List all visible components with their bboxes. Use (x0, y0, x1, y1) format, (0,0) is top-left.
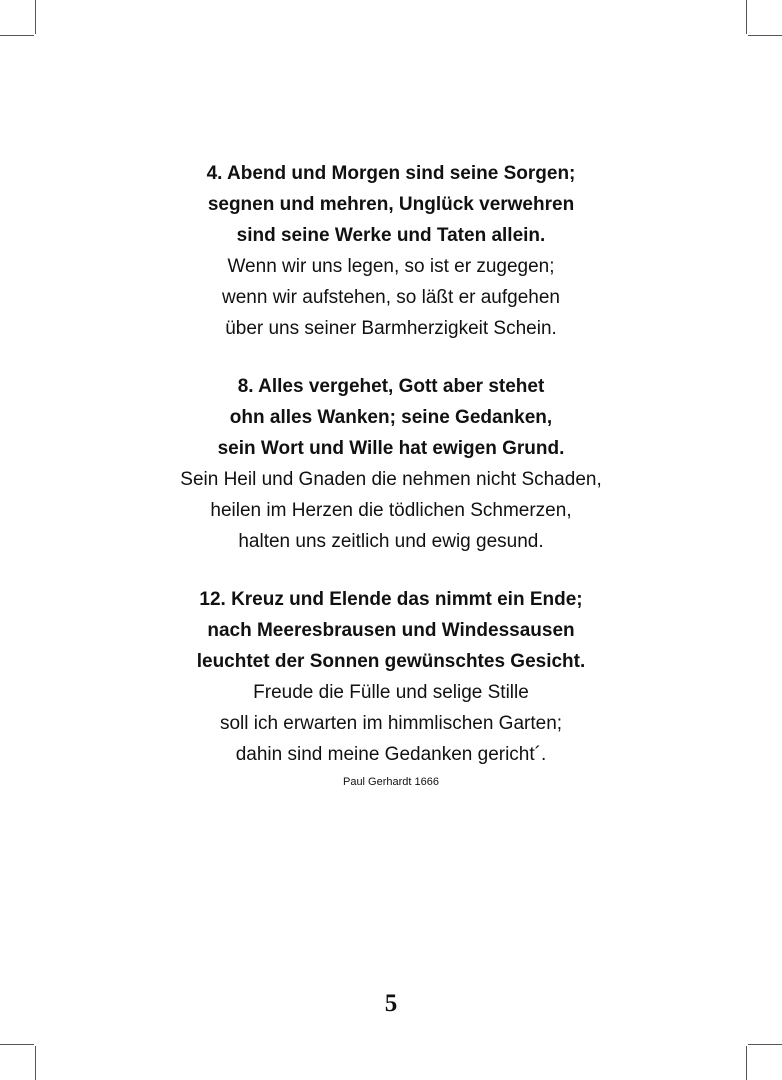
stanza-12 (0, 584, 782, 790)
stanza-line: heilen im Herzen die tödlichen Schmerzen, (210, 500, 572, 521)
stanza-line-bold: nach Meeresbrausen und Windessausen (207, 620, 575, 641)
stanza-line-bold: 8. Alles vergehet, Gott aber stehet (237, 376, 545, 397)
stanza-line-bold: sind seine Werke und Taten allein. (236, 225, 546, 246)
crop-mark-top-left (35, 0, 36, 34)
stanza-line: Sein Heil und Gnaden die nehmen nicht Schaden, (180, 469, 602, 490)
stanza-line: Freude die Fülle und selige Stille (253, 682, 529, 703)
stanza-line: halten uns zeitlich und ewig gesund. (238, 531, 544, 552)
crop-mark-bottom-right (746, 1046, 747, 1080)
page-number: 5 (384, 990, 398, 1017)
stanza-line: Wenn wir uns legen, so ist er zugegen; (227, 256, 555, 277)
crop-mark-bottom-left-horizontal (0, 1044, 34, 1045)
stanza-line-bold: sein Wort und Wille hat ewigen Grund. (217, 438, 565, 459)
stanza-line: wenn wir aufstehen, so läßt er aufgehen (222, 287, 560, 308)
stanza-4 (0, 158, 782, 344)
stanza-line: soll ich erwarten im himmlischen Garten; (219, 713, 563, 734)
stanza-line: über uns seiner Barmherzigkeit Schein. (225, 318, 557, 339)
crop-mark-top-left-horizontal (0, 35, 34, 36)
stanza-8 (0, 371, 782, 557)
stanza-line-bold: 12. Kreuz und Elende das nimmt ein Ende; (199, 589, 583, 610)
stanza-line-bold: segnen und mehren, Unglück verwehren (207, 194, 575, 215)
stanza-line-bold: leuchtet der Sonnen gewünschtes Gesicht. (196, 651, 586, 672)
hymn-text (0, 158, 782, 790)
author-credit: Paul Gerhardt 1666 (342, 776, 439, 788)
stanza-line-bold: ohn alles Wanken; seine Gedanken, (229, 407, 553, 428)
crop-mark-top-right (746, 0, 747, 34)
stanza-line: dahin sind meine Gedanken gericht´. (235, 744, 547, 765)
crop-mark-bottom-left (35, 1046, 36, 1080)
crop-mark-bottom-right-horizontal (748, 1044, 782, 1045)
crop-mark-top-right-horizontal (748, 35, 782, 36)
stanza-line-bold: 4. Abend und Morgen sind seine Sorgen; (206, 163, 576, 184)
